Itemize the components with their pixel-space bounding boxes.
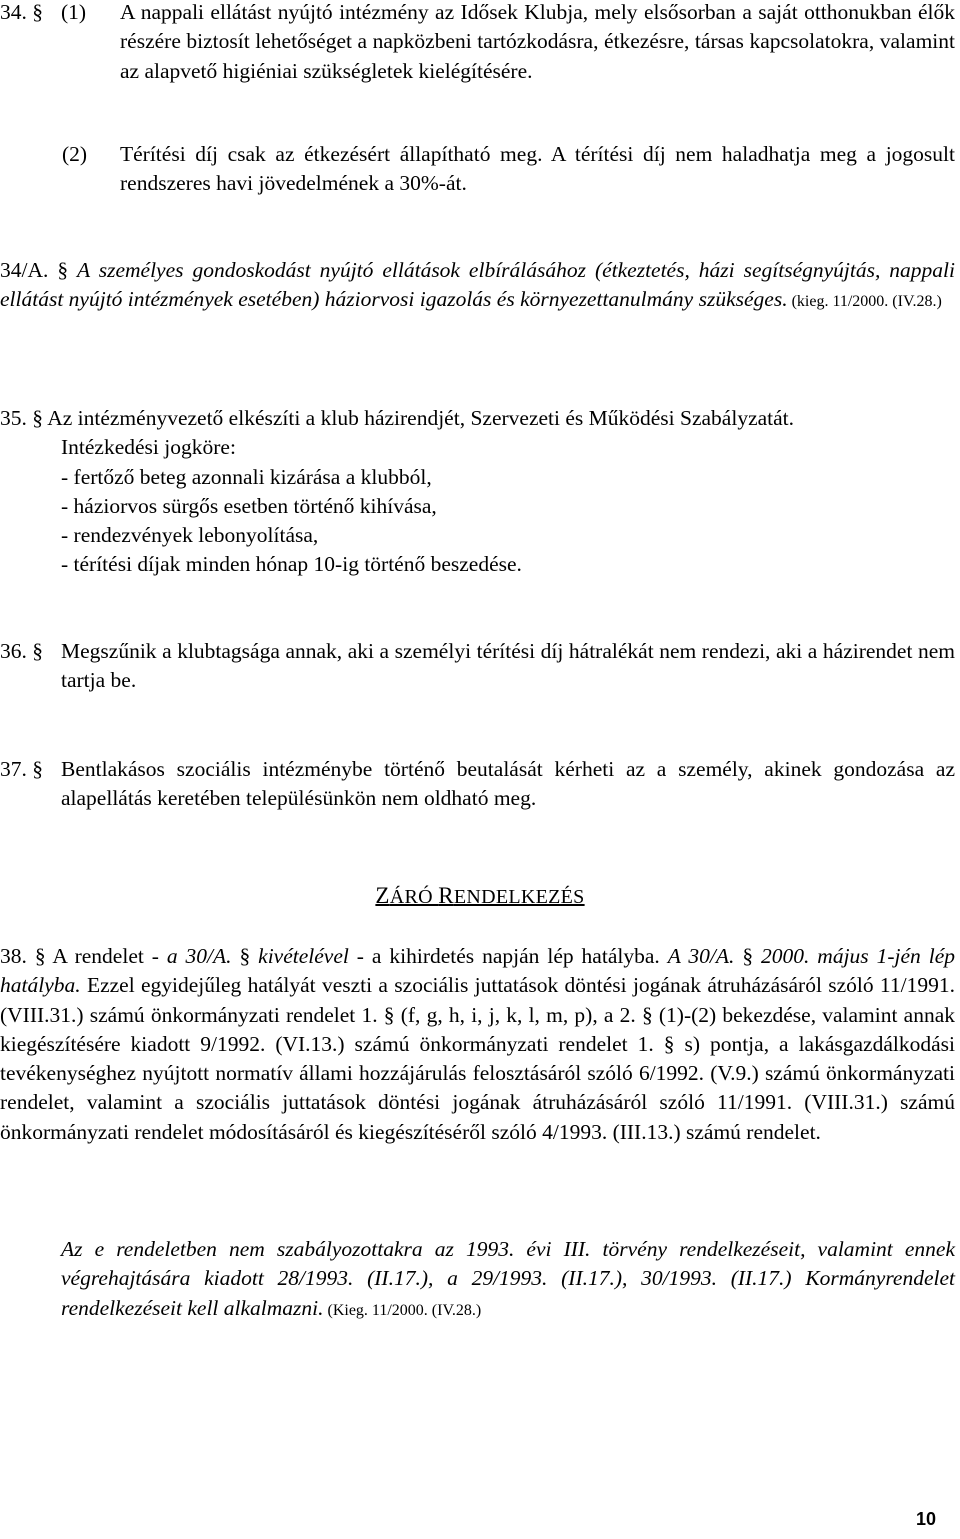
page-number: 10 [915,1509,936,1529]
paragraph-text: Térítési díj csak az étkezésért állapítható meg. A térítési díj nem haladhatja meg a jogosult rendszeres havi jövedelmének a 30%-át. [120,142,955,196]
section-sign: § [32,406,43,430]
section-sign: § [32,639,43,663]
section-sign: § [57,258,69,282]
closing-text: Az e rendeletben nem szabályozottakra az 1993. évi III. törvény rendelkezéseit, valamint ennek végrehajtására kiadott 28/1993. (II.17.), a 29/1993. (II.17.), 30/1993. (II.17.) Kormányrendelet rendelkezéseit kell alkalmazni. [61,1237,955,1320]
section-sign: § [32,0,43,24]
closing-paragraph [61,1235,955,1325]
section-sign: § [383,1002,395,1027]
powers-heading: Intézkedési jogköre: [61,435,236,460]
paragraph-number: 35. [0,406,33,430]
paragraph-number: 36. [0,639,33,663]
paragraph-34-1 [0,0,955,86]
section-sign: § [32,757,43,781]
section-sign: § [641,1002,653,1027]
list-item: - háziorvos sürgős esetben történő kihívása, [61,493,437,518]
amendment-reference: (Kieg. 11/2000. (IV.28.) [323,1301,482,1319]
subsection-label: (2) [62,142,88,166]
paragraph-34-2 [62,140,955,199]
section-heading: ZÁRÓ RENDELKEZÉS [375,883,585,908]
list-item: - térítési díjak minden hónap 10-ig történő beszedése. [61,552,522,577]
list-item: - rendezvények lebonyolítása, [61,523,319,548]
paragraph-text: A személyes gondoskodást nyújtó ellátások elbírálásához (étkeztetés, házi segítségnyújtás, nappali ellátást nyújtó intézmények esetében) háziorvosi igazolás és környezettanulmány szükséges. [0,258,955,312]
paragraph-37 [0,755,955,814]
paragraph-number: 37. [0,757,33,781]
paragraph-text: Megszűnik a klubtagsága annak, aki a személyi térítési díj hátralékát nem rendezi, aki a házirendet nem tartja be. [61,639,955,693]
paragraph-number: 34/A. [0,258,58,282]
paragraph-35 [0,404,955,580]
paragraph-36 [0,637,955,696]
paragraph-text: Bentlakásos szociális intézménybe történő beutalását kérheti az a személy, akinek gondozása az alapellátás keretében településünkön nem oldható meg. [61,757,955,811]
paragraph-38: 38. § A rendelet - a 30/A. § kivételével - a kihirdetés napján lép hatályba. A 30/A. § 2000. május 1-jén lép hatályba. Ezzel egyidejűleg hatályát veszti a szociális juttatások döntési jogának átruházásáról szóló 11/1991. (VIII.31.) számú önkormányzati rendelet 1. § (f, g, h, i, j, k, l, m, p), a 2. § (1)-(2) bekezdése, valamint annak kiegészítésére kiadott 9/1992. (VI.13.) számú önkormányzati rendelet 1. § s) pontja, a lakásgazdálkodási tevékenységhez nyújtott normatív állami hozzájárulás felosztásáról szóló 6/1992. (V.9.) számú önkormányzati rendelet, valamint a szociális juttatások döntési jogának átruházásáról szóló 11/1991. (VIII.31.) számú önkormányzati rendelet módosításáról és kiegészítéséről szóló 4/1993. (III.13.) számú rendelet. [0,944,956,1144]
paragraph-text: Az intézményvezető elkészíti a klub házirendjét, Szervezeti és Működési Szabályzatát. [47,406,795,430]
paragraph-number: 38. [0,944,35,968]
list-item: - fertőző beteg azonnali kizárása a klubból, [61,464,432,489]
section-sign: § [239,944,251,968]
paragraph-number: 34. [0,0,33,24]
section-sign: § [742,944,754,968]
amendment-reference: (kieg. 11/2000. (IV.28.) [787,293,942,311]
section-sign: § [34,944,46,968]
section-sign: § [663,1031,675,1056]
paragraph-34a [0,256,955,317]
paragraph-text: A nappali ellátást nyújtó intézmény az Idősek Klubja, mely elsősorban a saját otthonukban élők részére biztosít lehetőséget a napközbeni tartózkodásra, étkezésre, társas kapcsolatokra, valamint az alapvető higiéniai szükségletek kielégítésére. [120,0,955,83]
subsection-label: (1) [61,0,87,24]
